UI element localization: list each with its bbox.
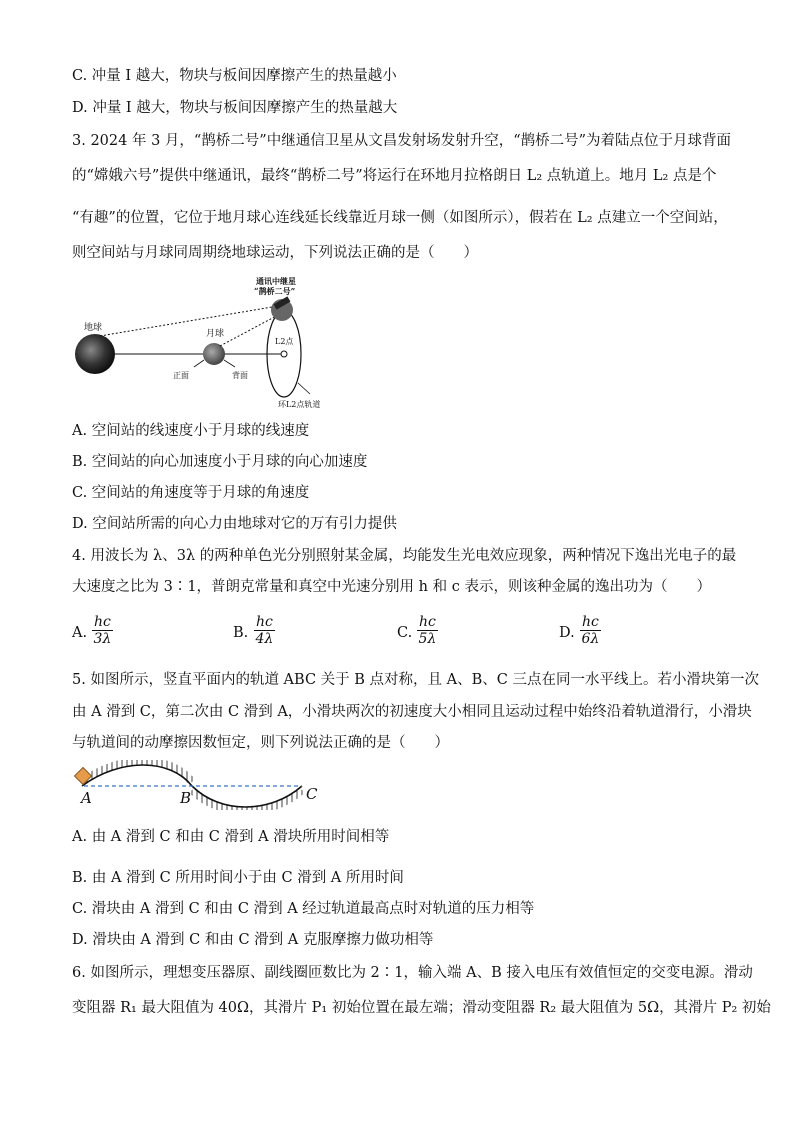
q4-option-a-label: A. (72, 625, 88, 641)
earth-satellite-dashed (100, 306, 278, 336)
track-figure (70, 760, 330, 810)
fraction-numerator: hc (256, 614, 273, 630)
q5-option-d: D. 滑块由 A 滑到 C 和由 C 滑到 A 克服摩擦力做功相等 (72, 932, 434, 948)
q4-option-c-fraction (417, 614, 438, 647)
q5-stem-1: 5. 如图所示，竖直平面内的轨道 ABC 关于 B 点对称，且 A、B、C 三点在同一水平线上。若小滑块第一次 (72, 672, 759, 688)
option-c-prev: C. 冲量 I 越大，物块与板间因摩擦产生的热量越小 (72, 68, 397, 84)
q5-option-a: A. 由 A 滑到 C 和由 C 滑到 A 滑块所用时间相等 (72, 829, 390, 845)
fraction-denominator: 4λ (255, 631, 274, 647)
moon-label: 月球 (206, 329, 225, 339)
fraction-denominator: 5λ (418, 631, 437, 647)
q4-stem-2: 大速度之比为 3∶1，普朗克常量和真空中光速分别用 h 和 c 表示，则该种金属的逸出功为（ ） (72, 579, 711, 595)
q6-stem-1: 6. 如图所示，理想变压器原、副线圈匝数比为 2∶1，输入端 A、B 接入电压有效值恒定的交变电源。滑动 (72, 965, 753, 981)
q3-stem-1: 3. 2024 年 3 月，“鹊桥二号”中继通信卫星从文昌发射场发射升空，“鹊桥二号”为着陆点位于月球背面 (72, 133, 732, 149)
q3-option-d: D. 空间站所需的向心力由地球对它的万有引力提供 (72, 516, 397, 532)
satellite-label-2: “鹊桥二号” (254, 286, 296, 296)
l2-label: L2点 (275, 337, 294, 346)
q6-stem-2: 变阻器 R₁ 最大阻值为 40Ω，其滑片 P₁ 初始位置在最左端；滑动变阻器 R₂ 最大阻值为 5Ω，其滑片 P₂ 初始 (72, 1000, 771, 1016)
q3-option-c: C. 空间站的角速度等于月球的角速度 (72, 485, 310, 501)
q4-option-a-fraction (92, 614, 113, 647)
moon-satellite-dashed (220, 314, 280, 346)
q3-option-a: A. 空间站的线速度小于月球的线速度 (72, 423, 310, 439)
q5-option-b: B. 由 A 滑到 C 所用时间小于由 C 滑到 A 所用时间 (72, 870, 404, 886)
q4-option-d-label: D. (559, 625, 575, 641)
q4-stem-1: 4. 用波长为 λ、3λ 的两种单色光分别照射某金属，均能发生光电效应现象，两种情况下逸出光电子的最 (72, 548, 737, 564)
satellite-label-1: 通讯中继星 (256, 276, 296, 286)
fraction-numerator: hc (419, 614, 436, 630)
point-b-label: B (180, 789, 192, 807)
earth-moon-l2-figure (70, 270, 340, 415)
q3-stem-2: 的“嫦娥六号”提供中继通讯，最终“鹊桥二号”将运行在环地月拉格朗日 L₂ 点轨道上。地月 L₂ 点是个 (72, 168, 717, 184)
fraction-denominator: 3λ (93, 631, 112, 647)
q5-stem-3: 与轨道间的动摩擦因数恒定，则下列说法正确的是（ ） (72, 735, 449, 751)
point-c-label: C (306, 785, 318, 803)
l2-point (281, 351, 287, 357)
point-a-label: A (81, 789, 92, 807)
fraction-numerator: hc (582, 614, 599, 630)
far-side-label: 背面 (232, 371, 248, 380)
option-d-prev: D. 冲量 I 越大，物块与板间因摩擦产生的热量越大 (72, 100, 398, 116)
q4-option-c-label: C. (397, 625, 413, 641)
q4-option-b-fraction (254, 614, 275, 647)
q3-stem-3: “有趣”的位置，它位于地月球心连线延长线靠近月球一侧（如图所示），假若在 L₂ 点建立一个空间站， (72, 210, 728, 226)
earth-icon (75, 334, 115, 374)
q3-option-b: B. 空间站的向心加速度小于月球的向心加速度 (72, 454, 368, 470)
q5-stem-2: 由 A 滑到 C，第二次由 C 滑到 A，小滑块两次的初速度大小相同且运动过程中始终沿着轨道滑行，小滑块 (72, 704, 752, 720)
earth-label: 地球 (84, 323, 103, 333)
q4-option-b-label: B. (233, 625, 249, 641)
near-side-label: 正面 (173, 371, 189, 380)
fraction-denominator: 6λ (581, 631, 600, 647)
fraction-numerator: hc (94, 614, 111, 630)
q5-option-c: C. 滑块由 A 滑到 C 和由 C 滑到 A 经过轨道最高点时对轨道的压力相等 (72, 901, 535, 917)
moon-icon (203, 343, 225, 365)
track-hatch-upper (82, 761, 192, 782)
q4-option-d-fraction (580, 614, 601, 647)
orbit-label: 环L2点轨道 (278, 400, 321, 409)
q3-stem-4: 则空间站与月球同周期绕地球运动，下列说法正确的是（ ） (72, 245, 478, 261)
